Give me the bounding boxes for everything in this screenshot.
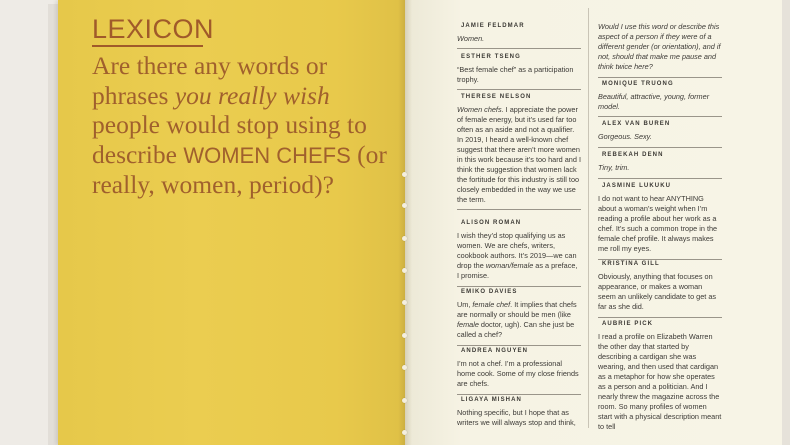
question-text: (or really, women, period)? <box>92 139 387 200</box>
response-body: I wish they’d stop qualifying us as women. We are chefs, writers, cookbook authors. It’s 2019—we can drop the <box>457 231 577 270</box>
section-heading: LEXICON <box>92 14 215 44</box>
response-entry <box>598 120 722 148</box>
response-text: Nothing specific, but I hope that as writers we will always stop and think, <box>457 408 576 427</box>
question-text: Are there any words or phrases <box>92 51 328 110</box>
respondent-name: JAMIE FELDMAR <box>461 23 525 29</box>
entry-divider <box>457 48 581 49</box>
response-body: I appreciate the power of female energy, but it’s used far too often as an aside and not a qualifier. In 2019, I heard a well-known chef suggest that there aren’t more women in this work because it’s too hard and I think the suggestion that women lack the fortitude for this industry is still too closely embedded in the way we use the term. <box>457 105 581 204</box>
heading-underline <box>92 45 203 47</box>
respondent-name: ESTHER TSENG <box>461 54 521 60</box>
response-text: I read a profile on Elizabeth Warren the other day that started by describing a cardigan she was wearing, and then used that cardigan as a metaphor for how she operates as a person and a politician. And I nearly threw the magazine across the room. So many profiles of women start with a physical description meant to tell <box>598 332 722 431</box>
respondent-name: THERESE NELSON <box>461 94 532 100</box>
response-body: as a preface, I promise. <box>457 261 578 280</box>
response-text: Beautiful, attractive, young, former model. <box>598 92 710 111</box>
response-entry <box>457 93 581 210</box>
binding-hole <box>402 268 407 273</box>
entry-divider <box>598 178 722 179</box>
question-emphasis: you really wish <box>174 80 330 110</box>
response-emphasis: woman/female <box>485 261 534 270</box>
entry-divider <box>598 116 722 117</box>
feature-question <box>92 51 392 200</box>
entry-divider <box>457 394 581 395</box>
response-entry <box>457 396 581 428</box>
respondent-name: ANDREA NGUYEN <box>461 348 529 354</box>
response-emphasis: Women chefs. <box>457 105 504 114</box>
binding-hole <box>402 398 407 403</box>
entry-divider <box>598 317 722 318</box>
respondent-name: KRISTINA GILL <box>602 261 660 267</box>
response-emphasis: female chef <box>472 300 511 309</box>
response-text: Would I use this word or describe this aspect of a person if they were of a different gender (or orientation), and if not, should that make me pause and think twice here? <box>598 22 721 71</box>
question-caps: WOMEN CHEFS <box>183 142 351 168</box>
respondent-name: ALEX VAN BUREN <box>602 121 671 127</box>
binding-hole <box>402 430 407 435</box>
entry-divider <box>457 286 581 287</box>
response-entry <box>457 22 581 49</box>
binding-hole <box>402 236 407 241</box>
entry-divider <box>457 89 581 90</box>
entry-divider <box>457 345 581 346</box>
response-text: I do not want to hear ANYTHING about a woman’s weight when I’m reading a profile about her work as a chef. It’s such a common trope in the female chef profile. It always makes me roll my eyes. <box>598 194 718 253</box>
column-divider <box>588 8 589 428</box>
response-body: doctor, ugh). Can she just be called a chef? <box>457 320 575 339</box>
response-emphasis: female <box>457 320 479 329</box>
binding-hole <box>402 333 407 338</box>
response-text: Women. <box>457 34 485 43</box>
respondent-name: ALISON ROMAN <box>461 220 522 226</box>
response-text: Tiny, trim. <box>598 163 630 172</box>
respondent-name: EMIKO DAVIES <box>461 289 518 295</box>
entry-divider <box>598 147 722 148</box>
response-entry <box>598 182 722 260</box>
binding-hole <box>402 300 407 305</box>
response-entry <box>598 151 722 179</box>
book-gutter <box>398 0 412 445</box>
response-entry <box>457 219 581 287</box>
response-entry <box>598 320 722 432</box>
response-body: Um, <box>457 300 473 309</box>
respondent-name: JASMINE LUKUKU <box>602 183 672 189</box>
response-text <box>457 300 581 340</box>
response-text <box>457 231 581 281</box>
respondent-name: REBEKAH DENN <box>602 152 664 158</box>
entry-divider <box>457 209 581 210</box>
respondent-name: MONIQUE TRUONG <box>602 81 674 87</box>
response-entry <box>598 260 722 318</box>
question-text: people would stop using to describe <box>92 110 367 169</box>
response-entry <box>457 288 581 346</box>
binding-hole <box>402 172 407 177</box>
response-text: I’m not a chef. I’m a professional home cook. Some of my close friends are chefs. <box>457 359 579 388</box>
response-text: Gorgeous. Sexy. <box>598 132 652 141</box>
response-text: “Best female chef” as a participation trophy. <box>457 65 574 84</box>
respondent-name: LIGAYA MISHAN <box>461 397 522 403</box>
response-entry <box>598 80 722 117</box>
binding-hole <box>402 203 407 208</box>
respondent-name: AUBRIE PICK <box>602 321 654 327</box>
binding-hole <box>402 365 407 370</box>
page-edge <box>782 0 790 445</box>
entry-divider <box>598 77 722 78</box>
response-text: Obviously, anything that focuses on appearance, or makes a woman seem an unlikely candidate to get as far as she did. <box>598 272 717 311</box>
response-text <box>457 105 581 205</box>
response-body: . It implies that chefs are normally or should be men (like <box>457 300 577 319</box>
response-entry <box>457 347 581 395</box>
response-entry <box>598 22 722 78</box>
response-entry <box>457 53 581 90</box>
